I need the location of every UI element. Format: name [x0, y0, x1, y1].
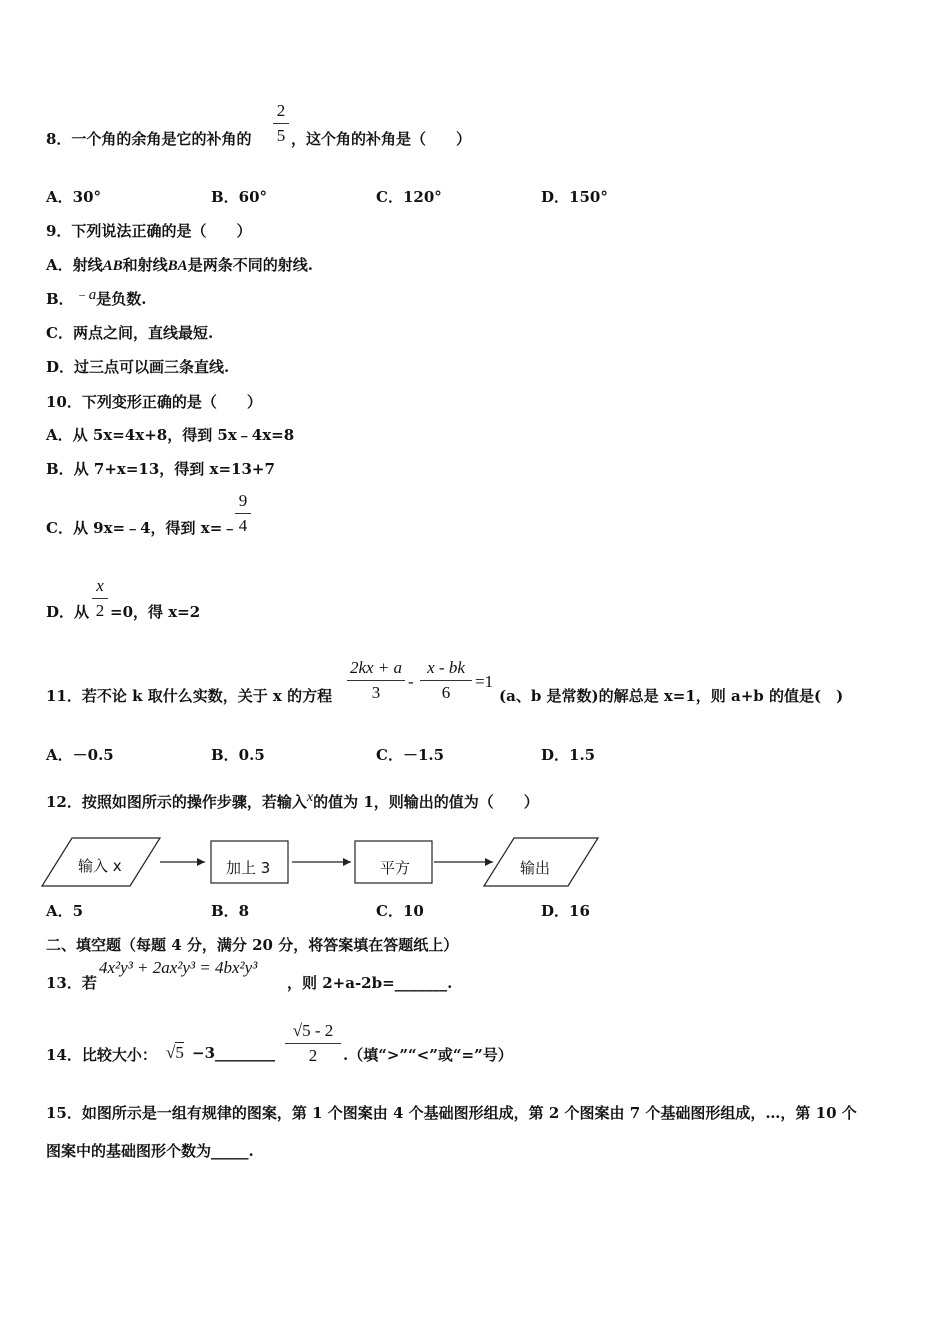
q14-sqrt: √5	[166, 1043, 184, 1062]
q11-f2-den: 6	[441, 683, 451, 702]
q10-d-num: x	[96, 576, 104, 595]
q11-f1-num: 2kx + a	[349, 658, 403, 677]
q8-option-c[interactable]: C．120°	[376, 188, 442, 206]
q8-option-a[interactable]: A．30°	[46, 188, 102, 206]
q11-fraction-1	[347, 658, 405, 703]
q11-option-d[interactable]: D．1.5	[541, 746, 596, 764]
flow-add-label: 加上 3	[226, 859, 271, 877]
q9-option-a[interactable]	[46, 254, 313, 275]
q9-a-post: 是两条不同的射线.	[187, 256, 313, 274]
q8-option-d[interactable]: D．150°	[541, 188, 608, 206]
q14-sqrt-arg: 5	[175, 1043, 184, 1062]
q10-option-a[interactable]: A．从 5x=4x+8，得到 5x﹣4x=8	[46, 426, 295, 444]
q13-expression: 4x²y³ + 2ax²y³ = 4bx²y³	[99, 958, 258, 977]
q9-a-ba: BA	[167, 258, 188, 274]
q11-stem-a: 11．若不论 k 取什么实数，关于 x 的方程	[46, 687, 333, 705]
q15-line-2: 图案中的基础图形个数为_____.	[46, 1142, 254, 1160]
flow-arrowhead-3	[485, 858, 493, 866]
q10-d-post: =0，得 x=2	[110, 603, 201, 621]
flow-output-label: 输出	[520, 859, 551, 877]
flow-input-label: 输入 x	[78, 857, 122, 875]
q11-option-a[interactable]: A．－0.5	[46, 746, 114, 764]
q12-option-c[interactable]: C．10	[376, 902, 424, 920]
q12-stem	[46, 791, 539, 812]
q12-stem-a: 12．按照如图所示的操作步骤，若输入	[46, 793, 307, 811]
q9-b-post: 是负数.	[96, 290, 147, 308]
q8-option-b[interactable]: B．60°	[211, 188, 268, 206]
q13-post: ，则 2+a-2b=_______.	[287, 974, 453, 992]
flow-square-label: 平方	[380, 859, 411, 877]
q9-a-ab: AB	[102, 258, 123, 274]
q10-c-den: 4	[238, 516, 248, 535]
q8-frac-num: 2	[276, 101, 286, 120]
q10-d-fraction	[92, 576, 108, 621]
q10-d-den: 2	[95, 601, 105, 620]
q9-option-c[interactable]: C．两点之间，直线最短.	[46, 324, 214, 342]
q14-pre: 14．比较大小：	[46, 1046, 157, 1064]
q12-option-d[interactable]: D．16	[541, 902, 590, 920]
section-2-title: 二、填空题（每题 4 分，满分 20 分，将答案填在答题纸上）	[46, 936, 459, 954]
q10-stem: 10．下列变形正确的是（ ）	[46, 393, 262, 411]
q9-a-mid: 和射线	[122, 256, 168, 274]
q13-pre: 13．若	[46, 974, 97, 992]
q14-post: .（填“>”“<”或“=”号）	[343, 1046, 513, 1064]
q11-f1-den: 3	[371, 683, 381, 702]
q14-fraction	[285, 1021, 341, 1066]
q10-c-fraction	[235, 491, 251, 536]
flow-arrowhead-1	[197, 858, 205, 866]
q11-f2-num: x - bk	[427, 658, 465, 677]
q12-option-a[interactable]: A．5	[46, 902, 84, 920]
q14-f-den: 2	[308, 1046, 318, 1065]
q8-frac-den: 5	[276, 126, 286, 145]
flow-arrowhead-2	[343, 858, 351, 866]
q12-stem-b: 的值为 1，则输出的值为（ ）	[313, 793, 539, 811]
q14-f-num: √5 - 2	[292, 1021, 334, 1040]
q9-stem: 9．下列说法正确的是（ ）	[46, 222, 252, 240]
q8-stem-a: 8．一个角的余角是它的补角的	[46, 130, 252, 148]
q11-stem-b: (a、b 是常数)的解总是 x=1，则 a+b 的值是( )	[499, 687, 844, 705]
q11-equals: =1	[475, 672, 494, 691]
q9-a-pre: A．射线	[46, 256, 103, 274]
q12-option-b[interactable]: B．8	[211, 902, 250, 920]
q8-fraction	[273, 101, 289, 146]
q11-fraction-2	[420, 658, 472, 703]
q9-option-b[interactable]	[46, 288, 146, 309]
q9-b-math: ﹣a	[73, 287, 97, 303]
q10-option-c[interactable]: C．从 9x=﹣4，得到 x=﹣	[46, 519, 238, 537]
q10-option-b[interactable]: B．从 7+x=13，得到 x=13+7	[46, 460, 275, 478]
q11-minus: -	[408, 672, 414, 691]
q11-option-c[interactable]: C．－1.5	[376, 746, 445, 764]
q10-option-d[interactable]: D．从	[46, 603, 90, 621]
q11-option-b[interactable]: B．0.5	[211, 746, 265, 764]
q12-var: x	[306, 790, 314, 805]
q8-stem-b: ，这个角的补角是（ ）	[291, 130, 472, 148]
q10-c-num: 9	[238, 491, 248, 510]
q9-option-d[interactable]: D．过三点可以画三条直线.	[46, 358, 230, 376]
q15-line-1: 15．如图所示是一组有规律的图案，第 1 个图案由 4 个基础图形组成，第 2 个图案由 7 个基础图形组成，…，第 10 个	[46, 1104, 857, 1122]
q14-mid: −3________	[192, 1044, 276, 1062]
q9-b-pre: B．	[46, 290, 74, 308]
